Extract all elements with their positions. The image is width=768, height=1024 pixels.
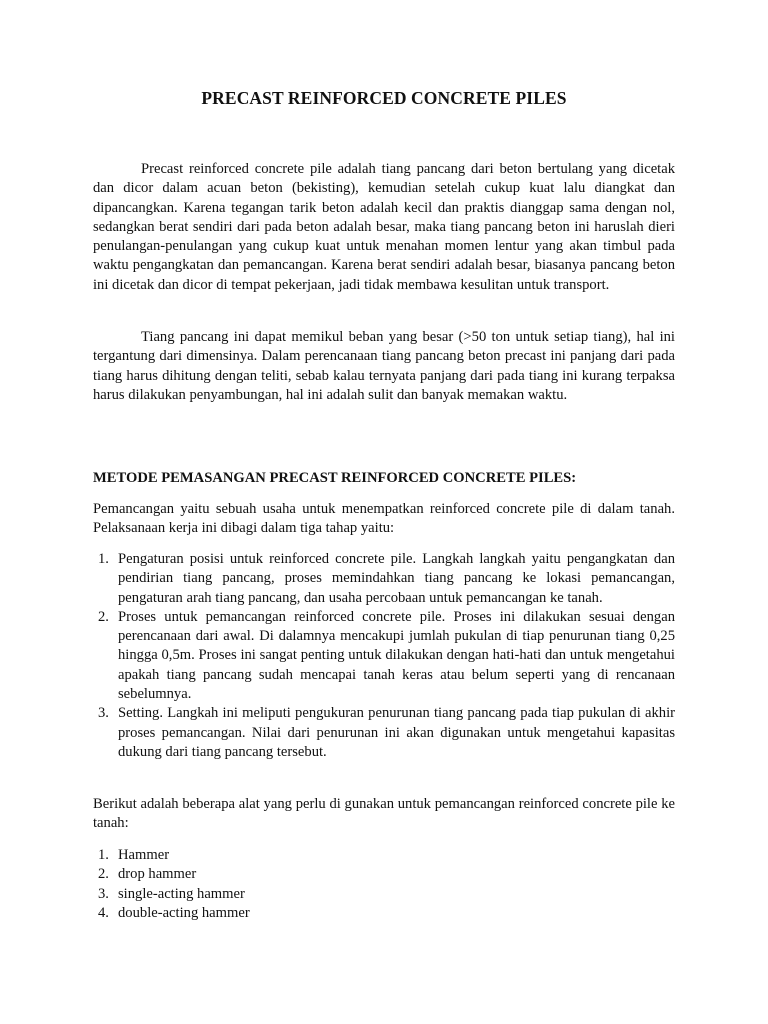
list-item-text: single-acting hammer xyxy=(118,885,245,902)
list-item-text: Setting. Langkah ini meliputi pengukuran penurunan tiang pancang pada tiap pukulan di akhir proses pemancangan. Nilai dari penurunan ini akan digunakan untuk mengetahui kapasitas dukung dari tiang pancang tersebut. xyxy=(118,705,675,760)
list-item-number: 4. xyxy=(98,904,109,921)
list-item-text: Pengaturan posisi untuk reinforced concrete pile. Langkah langkah yaitu pengangkatan dan pendirian tiang pancang, proses memindahkan tiang pancang ke lokasi pemancangan, pengaturan arah tiang pancang, dan usaha percobaan untuk pemancangan ke tanah. xyxy=(118,551,675,606)
list-item xyxy=(93,846,675,865)
list-item xyxy=(93,704,675,762)
list-item-number: 1. xyxy=(98,847,109,863)
list-item xyxy=(93,550,675,608)
section-heading: METODE PEMASANGAN PRECAST REINFORCED CONCRETE PILES: xyxy=(93,470,577,486)
method-steps-list xyxy=(93,550,675,762)
list-item xyxy=(93,885,675,904)
list-item-number: 2. xyxy=(98,866,109,883)
list-item xyxy=(93,865,675,884)
tools-intro-paragraph: Berikut adalah beberapa alat yang perlu di gunakan untuk pemancangan reinforced concrete pile ke tanah: xyxy=(93,796,675,832)
tools-list xyxy=(93,846,675,923)
list-item xyxy=(93,608,675,704)
list-item-text: Hammer xyxy=(118,847,170,863)
document-title: PRECAST REINFORCED CONCRETE PILES xyxy=(201,88,567,108)
list-item-text: double-acting hammer xyxy=(118,904,250,921)
intro-paragraph-1: Precast reinforced concrete pile adalah tiang pancang dari beton bertulang yang dicetak dan dicor dalam acuan beton (bekisting), kemudian setelah cukup kuat lalu diangkat dan dipancangkan. Karena tegangan tarik beton adalah kecil dan praktis dianggap sama dengan nol, sedangkan berat sendiri dari pada beton adalah besar, maka tiang pancang beton ini haruslah dieri penulangan-penulangan yang cukup kuat untuk menahan momen lentur yang akan timbul pada waktu pengangkatan dan pemancangan. Karena berat sendiri adalah besar, biasanya pancang beton ini dicetak dan dicor di tempat pekerjaan, jadi tidak membawa kesulitan untuk transport. xyxy=(93,161,675,293)
list-item xyxy=(93,904,675,923)
list-item-number: 1. xyxy=(98,551,109,567)
list-item-text: Proses untuk pemancangan reinforced concrete pile. Proses ini dilakukan sesuai dengan perencanaan dari awal. Di dalamnya mencakupi jumlah pukulan di tiap penurunan tiang 0,25 hingga 0,5m. Proses ini sangat penting untuk dilakukan dengan hati-hati dan untuk mengetahui apakah tiang pancang sudah mencapai tanah keras atau belum seperti yang di rencanaan sebelumnya. xyxy=(118,608,675,703)
list-item-text: drop hammer xyxy=(118,866,197,883)
list-item-number: 3. xyxy=(98,885,109,902)
list-item-number: 2. xyxy=(98,608,109,625)
list-item-number: 3. xyxy=(98,705,109,722)
intro-paragraph-2: Tiang pancang ini dapat memikul beban yang besar (>50 ton untuk setiap tiang), hal ini tergantung dari dimensinya. Dalam perencanaan tiang pancang beton precast ini panjang dari pada tiang harus dihitung dengan teliti, sebab kalau ternyata panjang dari pada tiang ini kurang terpaksa harus dilakukan penyambungan, hal ini adalah sulit dan banyak memakan waktu. xyxy=(93,329,675,403)
method-intro-paragraph: Pemancangan yaitu sebuah usaha untuk menempatkan reinforced concrete pile di dalam tanah. Pelaksanaan kerja ini dibagi dalam tiga tahap yaitu: xyxy=(93,501,675,537)
